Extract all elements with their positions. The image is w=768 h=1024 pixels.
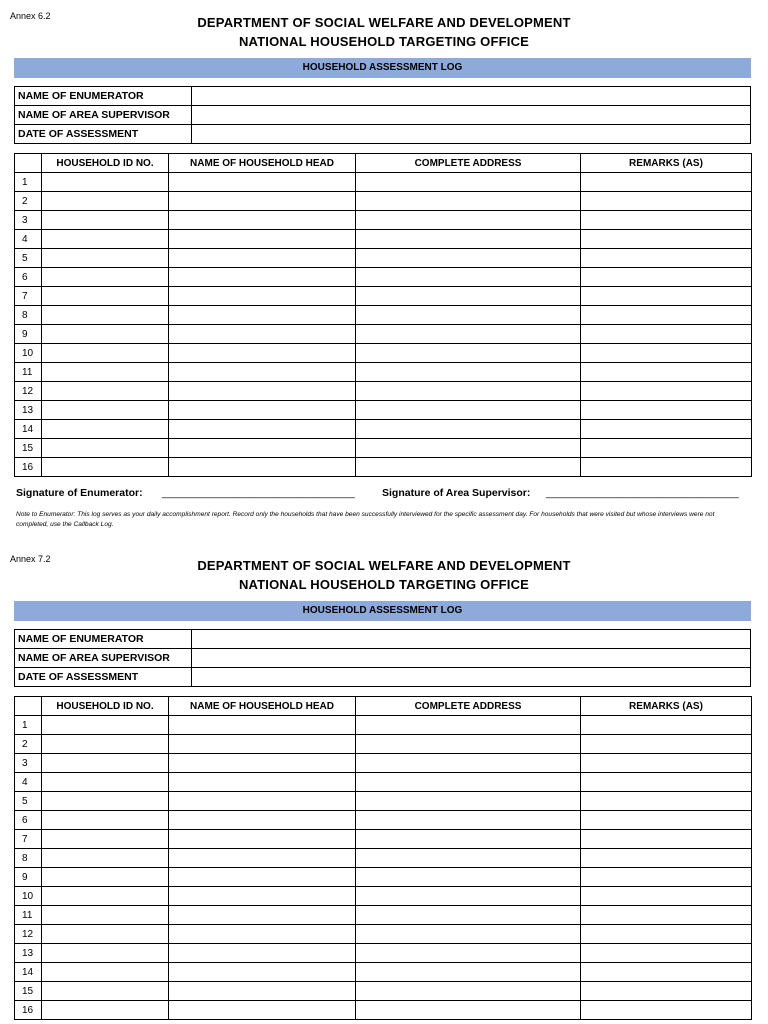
remarks-cell[interactable] (581, 906, 752, 925)
table-row (15, 868, 752, 887)
remarks-cell[interactable] (581, 849, 752, 868)
remarks-cell[interactable] (581, 830, 752, 849)
area-supervisor-field[interactable] (192, 106, 751, 125)
remarks-cell[interactable] (581, 735, 752, 754)
annex-label: Annex 6.2 (10, 11, 51, 21)
address-cell[interactable] (356, 249, 581, 268)
household-head-cell[interactable] (169, 735, 356, 754)
remarks-cell[interactable] (581, 287, 752, 306)
household-id-cell[interactable] (42, 363, 169, 382)
household-id-cell[interactable] (42, 792, 169, 811)
address-header: COMPLETE ADDRESS (356, 697, 581, 716)
household-head-cell[interactable] (169, 754, 356, 773)
supervisor-signature-label: Signature of Area Supervisor: (382, 487, 531, 499)
assessment-info-table (14, 629, 751, 687)
row-number: 2 (15, 735, 42, 754)
household-head-cell[interactable] (169, 249, 356, 268)
remarks-cell[interactable] (581, 792, 752, 811)
row-number: 14 (15, 963, 42, 982)
office-title: NATIONAL HOUSEHOLD TARGETING OFFICE (238, 34, 530, 49)
household-id-cell[interactable] (42, 439, 169, 458)
household-id-cell[interactable] (42, 306, 169, 325)
household-head-cell[interactable] (169, 963, 356, 982)
remarks-cell[interactable] (581, 716, 752, 735)
address-cell[interactable] (356, 792, 581, 811)
household-head-cell[interactable] (169, 306, 356, 325)
row-number: 12 (15, 925, 42, 944)
enumerator-label: NAME OF ENUMERATOR (15, 630, 192, 649)
area-supervisor-field[interactable] (192, 649, 751, 668)
table-row (15, 211, 752, 230)
household-log-table (14, 153, 752, 477)
office-title: NATIONAL HOUSEHOLD TARGETING OFFICE (238, 577, 530, 592)
table-row (15, 325, 752, 344)
address-cell[interactable] (356, 344, 581, 363)
household-id-cell[interactable] (42, 754, 169, 773)
remarks-cell[interactable] (581, 887, 752, 906)
address-cell[interactable] (356, 830, 581, 849)
household-id-cell[interactable] (42, 211, 169, 230)
remarks-cell[interactable] (581, 363, 752, 382)
address-cell[interactable] (356, 401, 581, 420)
row-number: 1 (15, 173, 42, 192)
household-id-cell[interactable] (42, 849, 169, 868)
address-header: COMPLETE ADDRESS (356, 154, 581, 173)
household-id-cell[interactable] (42, 868, 169, 887)
remarks-cell[interactable] (581, 420, 752, 439)
household-id-cell[interactable] (42, 382, 169, 401)
assessment-date-field[interactable] (192, 668, 751, 687)
supervisor-signature-line[interactable]: _________________________________ (546, 487, 739, 499)
address-cell[interactable] (356, 1001, 581, 1020)
assessment-date-field[interactable] (192, 125, 751, 144)
row-number: 10 (15, 887, 42, 906)
log-banner: HOUSEHOLD ASSESSMENT LOG (14, 601, 751, 621)
address-cell[interactable] (356, 192, 581, 211)
address-cell[interactable] (356, 982, 581, 1001)
table-row (15, 268, 752, 287)
row-number: 6 (15, 811, 42, 830)
address-cell[interactable] (356, 849, 581, 868)
address-cell[interactable] (356, 173, 581, 192)
remarks-cell[interactable] (581, 944, 752, 963)
household-head-cell[interactable] (169, 401, 356, 420)
row-number: 1 (15, 716, 42, 735)
table-row (15, 849, 752, 868)
row-number: 4 (15, 230, 42, 249)
household-head-cell[interactable] (169, 325, 356, 344)
address-cell[interactable] (356, 735, 581, 754)
household-id-cell[interactable] (42, 325, 169, 344)
row-number: 8 (15, 849, 42, 868)
household-id-cell[interactable] (42, 344, 169, 363)
enumerator-signature-line[interactable]: _________________________________ (162, 487, 355, 499)
enumerator-field[interactable] (192, 87, 751, 106)
area-supervisor-label: NAME OF AREA SUPERVISOR (15, 106, 192, 125)
remarks-cell[interactable] (581, 173, 752, 192)
table-row (15, 458, 752, 477)
address-cell[interactable] (356, 754, 581, 773)
remarks-cell[interactable] (581, 773, 752, 792)
table-row (15, 173, 752, 192)
household-head-cell[interactable] (169, 716, 356, 735)
table-row (15, 249, 752, 268)
household-head-cell[interactable] (169, 811, 356, 830)
address-cell[interactable] (356, 906, 581, 925)
assessment-date-label: DATE OF ASSESSMENT (15, 668, 192, 687)
table-row (15, 944, 752, 963)
household-head-cell[interactable] (169, 458, 356, 477)
household-head-cell[interactable] (169, 849, 356, 868)
household-id-cell[interactable] (42, 716, 169, 735)
table-row (15, 735, 752, 754)
household-head-header: NAME OF HOUSEHOLD HEAD (169, 154, 356, 173)
address-cell[interactable] (356, 211, 581, 230)
household-head-cell[interactable] (169, 173, 356, 192)
household-head-cell[interactable] (169, 211, 356, 230)
table-row (15, 811, 752, 830)
row-number: 11 (15, 363, 42, 382)
row-number: 2 (15, 192, 42, 211)
household-head-cell[interactable] (169, 268, 356, 287)
address-cell[interactable] (356, 268, 581, 287)
row-number: 16 (15, 1001, 42, 1020)
address-cell[interactable] (356, 230, 581, 249)
household-id-cell[interactable] (42, 773, 169, 792)
household-head-cell[interactable] (169, 925, 356, 944)
household-head-cell[interactable] (169, 344, 356, 363)
table-row (15, 716, 752, 735)
department-title: DEPARTMENT OF SOCIAL WELFARE AND DEVELOPMENT (197, 558, 571, 573)
table-row (15, 230, 752, 249)
household-head-cell[interactable] (169, 230, 356, 249)
remarks-cell[interactable] (581, 458, 752, 477)
remarks-cell[interactable] (581, 401, 752, 420)
address-cell[interactable] (356, 944, 581, 963)
household-id-cell[interactable] (42, 735, 169, 754)
household-head-cell[interactable] (169, 363, 356, 382)
household-id-cell[interactable] (42, 811, 169, 830)
log-banner: HOUSEHOLD ASSESSMENT LOG (14, 58, 751, 78)
enumerator-label: NAME OF ENUMERATOR (15, 87, 192, 106)
household-id-cell[interactable] (42, 192, 169, 211)
enumerator-signature-label: Signature of Enumerator: (16, 487, 143, 499)
household-id-header: HOUSEHOLD ID NO. (42, 154, 169, 173)
table-row (15, 420, 752, 439)
household-id-cell[interactable] (42, 230, 169, 249)
household-id-cell[interactable] (42, 830, 169, 849)
row-number: 7 (15, 830, 42, 849)
address-cell[interactable] (356, 287, 581, 306)
household-id-cell[interactable] (42, 401, 169, 420)
row-number-header (15, 697, 42, 716)
remarks-cell[interactable] (581, 192, 752, 211)
row-number: 9 (15, 868, 42, 887)
row-number: 6 (15, 268, 42, 287)
row-number: 13 (15, 401, 42, 420)
row-number: 8 (15, 306, 42, 325)
remarks-cell[interactable] (581, 344, 752, 363)
remarks-cell[interactable] (581, 230, 752, 249)
row-number: 7 (15, 287, 42, 306)
address-cell[interactable] (356, 716, 581, 735)
address-cell[interactable] (356, 458, 581, 477)
row-number: 11 (15, 906, 42, 925)
household-id-cell[interactable] (42, 1001, 169, 1020)
household-id-cell[interactable] (42, 249, 169, 268)
address-cell[interactable] (356, 363, 581, 382)
row-number: 5 (15, 792, 42, 811)
household-head-cell[interactable] (169, 830, 356, 849)
table-row (15, 363, 752, 382)
household-id-cell[interactable] (42, 944, 169, 963)
address-cell[interactable] (356, 439, 581, 458)
row-number: 3 (15, 211, 42, 230)
household-id-cell[interactable] (42, 925, 169, 944)
household-head-cell[interactable] (169, 439, 356, 458)
enumerator-note: Note to Enumerator: This log serves as your daily accomplishment report. Record only the households that have been successfully interviewed for the specific assessment day. For households that were visited but whose interviews were not completed, use the Callback Log. (16, 511, 715, 528)
household-head-cell[interactable] (169, 906, 356, 925)
household-id-cell[interactable] (42, 887, 169, 906)
household-head-cell[interactable] (169, 868, 356, 887)
remarks-cell[interactable] (581, 439, 752, 458)
table-row (15, 382, 752, 401)
household-head-cell[interactable] (169, 1001, 356, 1020)
household-id-cell[interactable] (42, 982, 169, 1001)
remarks-cell[interactable] (581, 306, 752, 325)
household-head-cell[interactable] (169, 944, 356, 963)
table-row (15, 830, 752, 849)
address-cell[interactable] (356, 925, 581, 944)
household-head-cell[interactable] (169, 773, 356, 792)
household-id-cell[interactable] (42, 420, 169, 439)
household-id-cell[interactable] (42, 287, 169, 306)
remarks-cell[interactable] (581, 211, 752, 230)
table-row (15, 963, 752, 982)
table-row (15, 287, 752, 306)
table-row (15, 192, 752, 211)
address-cell[interactable] (356, 382, 581, 401)
row-number: 3 (15, 754, 42, 773)
table-row (15, 792, 752, 811)
household-id-header: HOUSEHOLD ID NO. (42, 697, 169, 716)
household-head-header: NAME OF HOUSEHOLD HEAD (169, 697, 356, 716)
table-row (15, 401, 752, 420)
remarks-cell[interactable] (581, 963, 752, 982)
address-cell[interactable] (356, 420, 581, 439)
remarks-cell[interactable] (581, 325, 752, 344)
address-cell[interactable] (356, 963, 581, 982)
annex-label: Annex 7.2 (10, 554, 51, 564)
address-cell[interactable] (356, 306, 581, 325)
row-number: 12 (15, 382, 42, 401)
row-number: 16 (15, 458, 42, 477)
household-head-cell[interactable] (169, 287, 356, 306)
table-row (15, 906, 752, 925)
remarks-cell[interactable] (581, 1001, 752, 1020)
row-number: 5 (15, 249, 42, 268)
remarks-cell[interactable] (581, 382, 752, 401)
address-cell[interactable] (356, 887, 581, 906)
remarks-cell[interactable] (581, 754, 752, 773)
remarks-cell[interactable] (581, 249, 752, 268)
department-title: DEPARTMENT OF SOCIAL WELFARE AND DEVELOPMENT (197, 15, 571, 30)
area-supervisor-label: NAME OF AREA SUPERVISOR (15, 649, 192, 668)
household-head-cell[interactable] (169, 192, 356, 211)
remarks-cell[interactable] (581, 925, 752, 944)
remarks-cell[interactable] (581, 982, 752, 1001)
remarks-header: REMARKS (AS) (581, 154, 752, 173)
address-cell[interactable] (356, 773, 581, 792)
remarks-cell[interactable] (581, 268, 752, 287)
table-row (15, 306, 752, 325)
household-id-cell[interactable] (42, 458, 169, 477)
household-id-cell[interactable] (42, 173, 169, 192)
table-row (15, 887, 752, 906)
table-row (15, 925, 752, 944)
table-row (15, 773, 752, 792)
row-number: 13 (15, 944, 42, 963)
remarks-cell[interactable] (581, 811, 752, 830)
table-row (15, 344, 752, 363)
address-cell[interactable] (356, 325, 581, 344)
assessment-info-table (14, 86, 751, 144)
row-number: 14 (15, 420, 42, 439)
household-head-cell[interactable] (169, 792, 356, 811)
row-number: 15 (15, 439, 42, 458)
remarks-cell[interactable] (581, 868, 752, 887)
household-head-cell[interactable] (169, 982, 356, 1001)
table-row (15, 982, 752, 1001)
row-number: 9 (15, 325, 42, 344)
row-number: 15 (15, 982, 42, 1001)
enumerator-field[interactable] (192, 630, 751, 649)
household-log-table (14, 696, 752, 1020)
row-number: 10 (15, 344, 42, 363)
table-row (15, 1001, 752, 1020)
row-number: 4 (15, 773, 42, 792)
table-row (15, 754, 752, 773)
address-cell[interactable] (356, 868, 581, 887)
household-id-cell[interactable] (42, 268, 169, 287)
remarks-header: REMARKS (AS) (581, 697, 752, 716)
household-head-cell[interactable] (169, 382, 356, 401)
household-id-cell[interactable] (42, 963, 169, 982)
household-head-cell[interactable] (169, 420, 356, 439)
assessment-date-label: DATE OF ASSESSMENT (15, 125, 192, 144)
row-number-header (15, 154, 42, 173)
household-head-cell[interactable] (169, 887, 356, 906)
household-id-cell[interactable] (42, 906, 169, 925)
table-row (15, 439, 752, 458)
address-cell[interactable] (356, 811, 581, 830)
